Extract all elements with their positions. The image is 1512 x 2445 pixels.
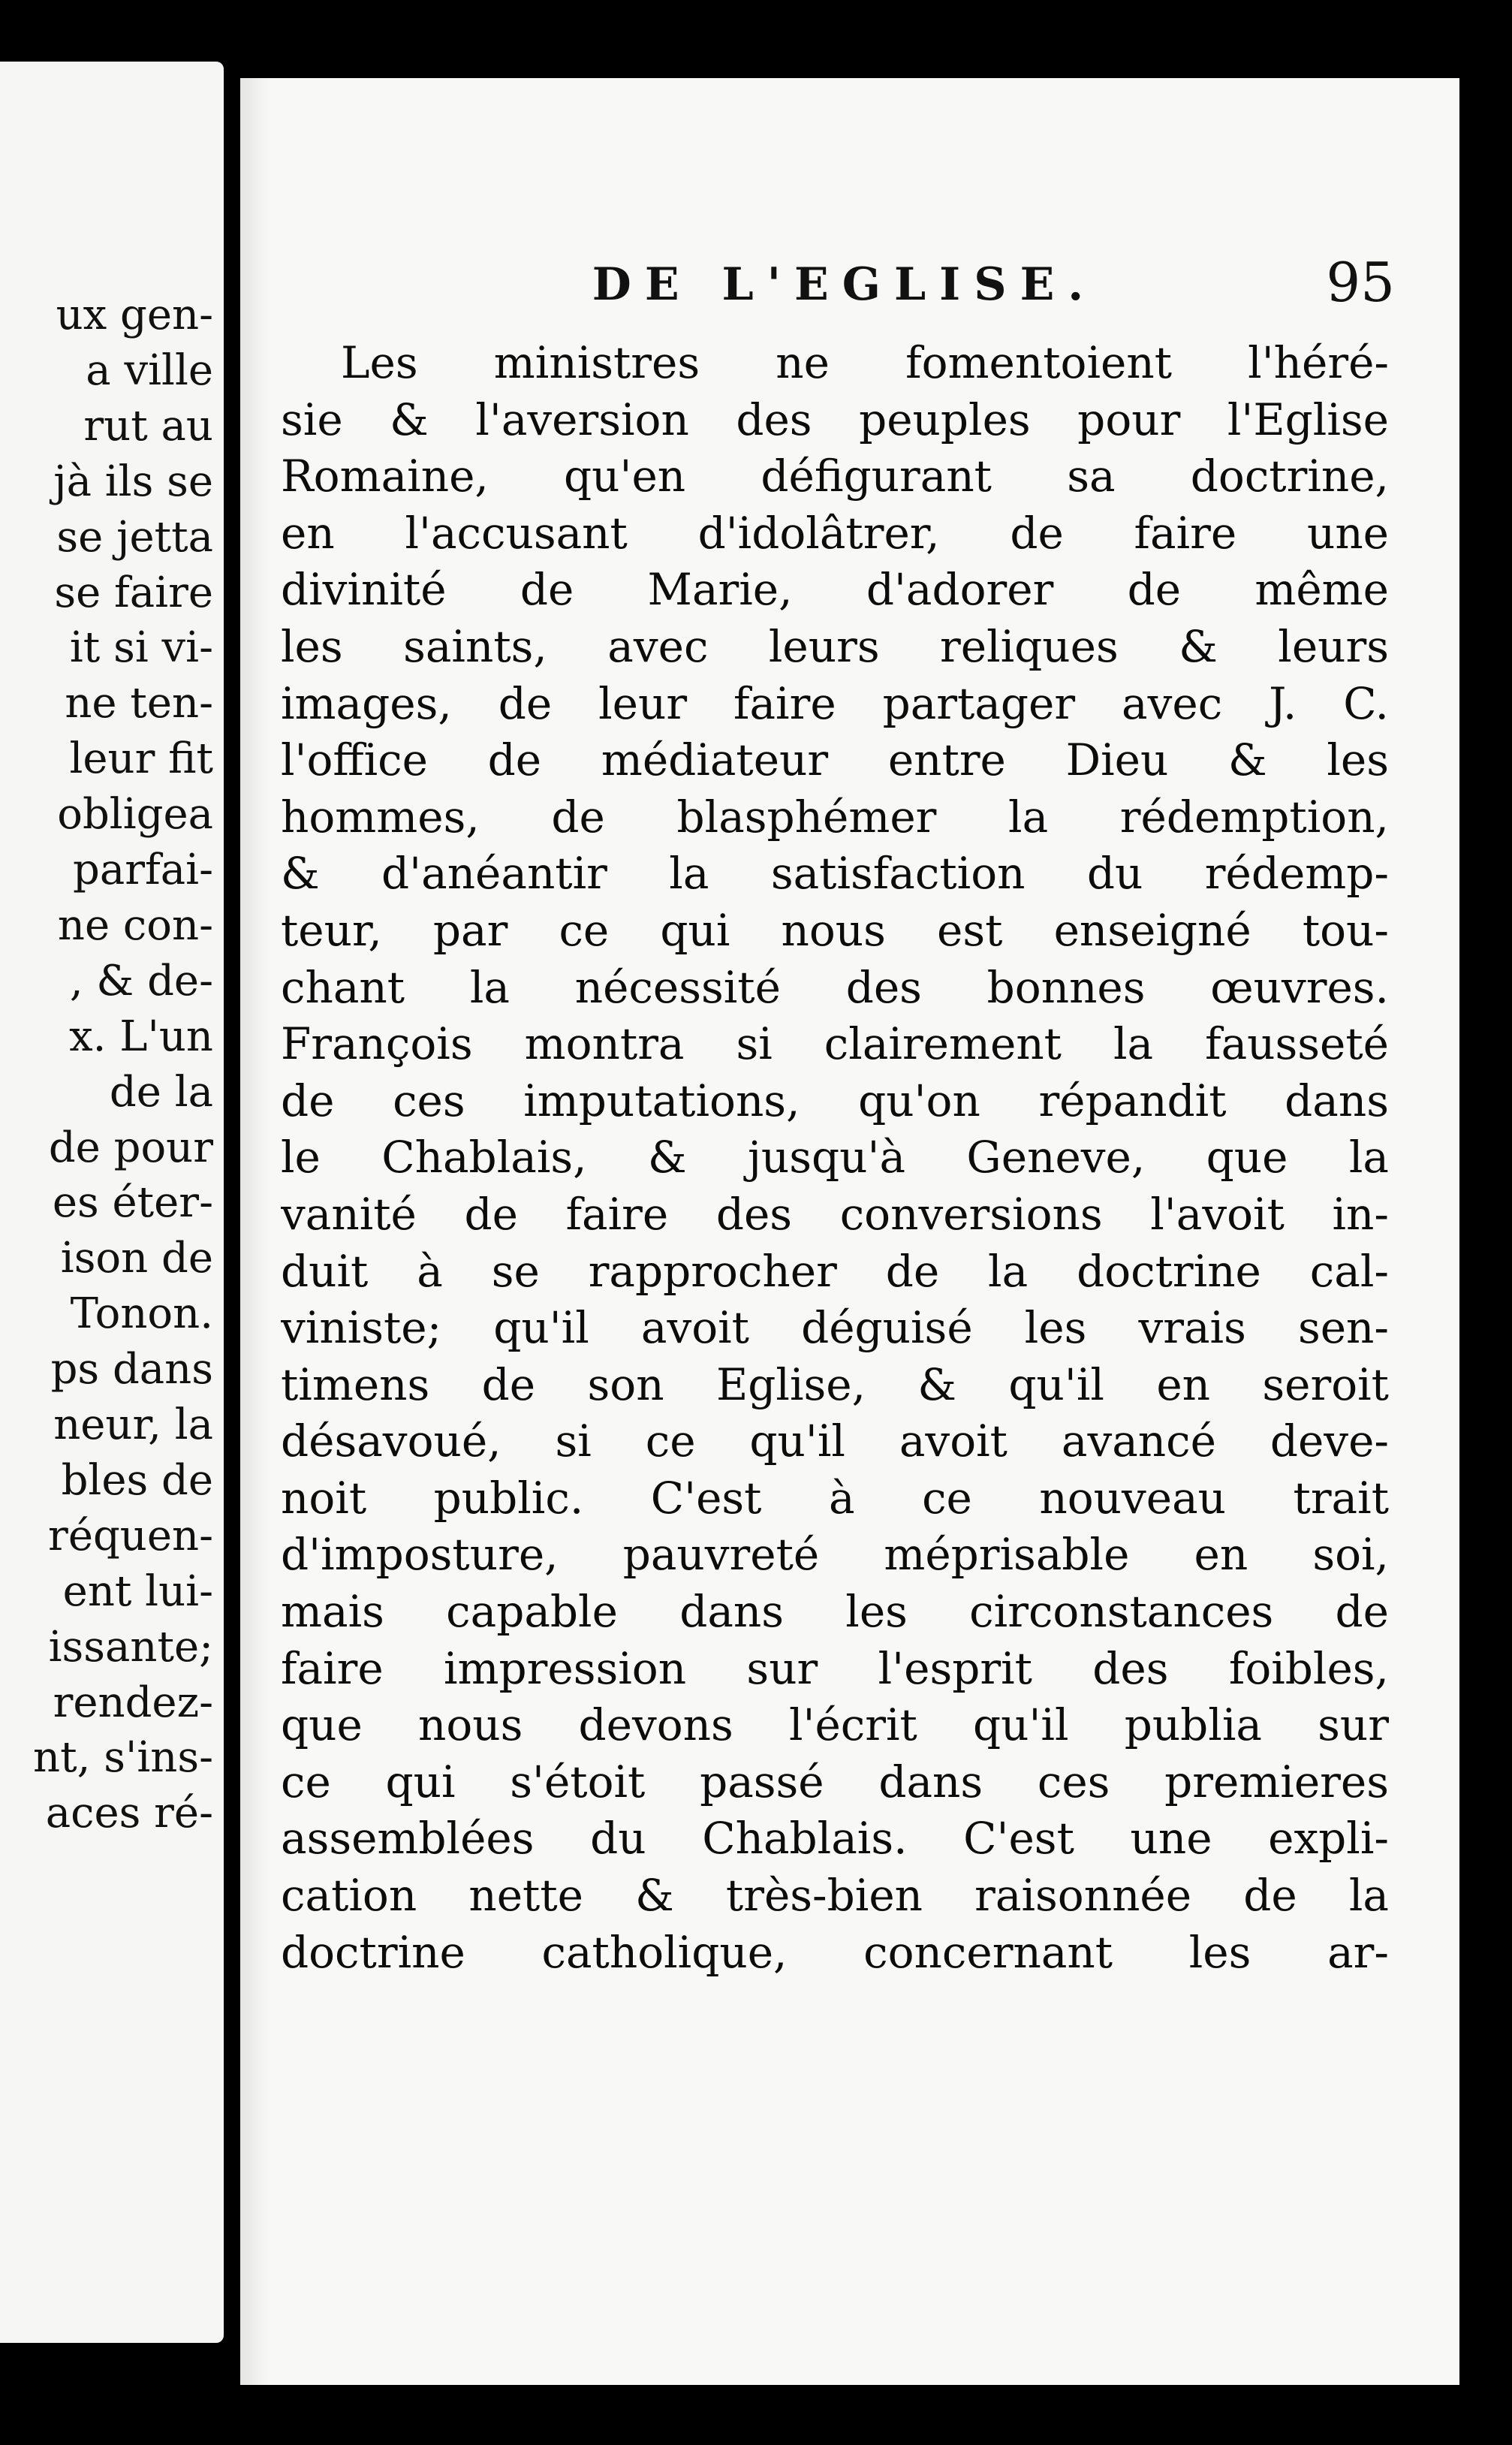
text-line: sie & l'aversion des peuples pour l'Eglise (281, 393, 1389, 445)
text-line: l'office de médiateur entre Dieu & les (281, 734, 1389, 786)
previous-page (0, 62, 224, 2343)
left-page-line: obligea (57, 790, 213, 840)
left-page-line: parfai- (73, 846, 213, 894)
text-line: Les ministres ne fomentoient l'héré- (341, 337, 1389, 388)
left-page-line: Tonon. (70, 1289, 213, 1339)
text-line: ce qui s'étoit passé dans ces premieres (281, 1756, 1389, 1807)
text-line: François montra si clairement la fausseté (281, 1018, 1389, 1070)
text-line: doctrine catholique, concernant les ar- (281, 1926, 1389, 1978)
left-page-line: rendez- (53, 1678, 213, 1727)
left-page-line: ne con- (57, 900, 213, 950)
text-line: timens de son Eglise, & qu'il en seroit (281, 1358, 1389, 1410)
text-line: & d'anéantir la satisfaction du rédemp- (281, 848, 1389, 900)
left-page-line: nt, s'ins- (33, 1733, 213, 1783)
left-page-line: jà ils se (53, 457, 213, 506)
text-line: hommes, de blasphémer la rédemption, (281, 791, 1389, 843)
text-line: teur, par ce qui nous est enseigné tou- (281, 904, 1389, 956)
text-line: cation nette & très-bien raisonnée de la (281, 1870, 1389, 1922)
text-line: en l'accusant d'idolâtrer, de faire une (281, 507, 1389, 559)
text-line: duit à se rapprocher de la doctrine cal- (281, 1245, 1389, 1297)
left-page-line: x. L'un (69, 1011, 213, 1061)
text-line: assemblées du Chablais. C'est une expli- (281, 1813, 1389, 1865)
left-page-line: réquen- (48, 1511, 213, 1560)
text-line: faire impression sur l'esprit des foibles, (281, 1642, 1389, 1694)
page-fold-shadow (240, 78, 270, 2385)
text-line: d'imposture, pauvreté méprisable en soi, (281, 1529, 1389, 1581)
page-number: 95 (1326, 251, 1395, 314)
left-page-line: se jetta (56, 512, 213, 562)
text-line: mais capable dans les circonstances de (281, 1586, 1389, 1638)
text-line: chant la nécessité des bonnes œuvres. (281, 961, 1389, 1013)
text-line: Romaine, qu'en défigurant sa doctrine, (281, 451, 1389, 502)
left-page-line: a ville (86, 345, 213, 395)
left-page-line: aces ré- (45, 1789, 213, 1838)
running-head: DE L'EGLISE. (592, 258, 1098, 311)
text-line: viniste; qu'il avoit déguisé les vrais sen- (281, 1302, 1389, 1354)
text-line: images, de leur faire partager avec J. C. (281, 677, 1389, 729)
left-page-line: , & de- (69, 956, 213, 1005)
left-page-line: se faire (54, 568, 213, 617)
text-line: désavoué, si ce qu'il avoit avancé deve- (281, 1415, 1389, 1467)
left-page-line: ison de (60, 1234, 213, 1283)
left-page-line: leur fit (69, 734, 213, 784)
left-page-line: neur, la (53, 1400, 213, 1449)
text-line: les saints, avec leurs reliques & leurs (281, 620, 1389, 672)
left-page-line: issante; (48, 1622, 213, 1672)
left-page-line: ux gen- (56, 291, 213, 339)
left-page-line: ent lui- (62, 1566, 213, 1616)
left-page-line: ps dans (50, 1345, 213, 1394)
body-text (281, 335, 1389, 1981)
left-page-line: ne ten- (65, 679, 213, 728)
left-page-line: it si vi- (69, 623, 213, 673)
left-page-line: de la (109, 1067, 213, 1117)
current-page (240, 78, 1459, 2385)
left-page-line: es éter- (52, 1178, 213, 1228)
text-line: le Chablais, & jusqu'à Geneve, que la (281, 1132, 1389, 1183)
text-line: que nous devons l'écrit qu'il publia sur (281, 1699, 1389, 1751)
text-line: de ces imputations, qu'on répandit dans (281, 1075, 1389, 1126)
left-page-line: bles de (61, 1455, 213, 1505)
left-page-line: de pour (48, 1123, 213, 1172)
text-line: divinité de Marie, d'adorer de même (281, 564, 1389, 616)
left-page-line: rut au (83, 401, 213, 451)
text-line: noit public. C'est à ce nouveau trait (281, 1472, 1389, 1524)
text-line: vanité de faire des conversions l'avoit in- (281, 1188, 1389, 1240)
